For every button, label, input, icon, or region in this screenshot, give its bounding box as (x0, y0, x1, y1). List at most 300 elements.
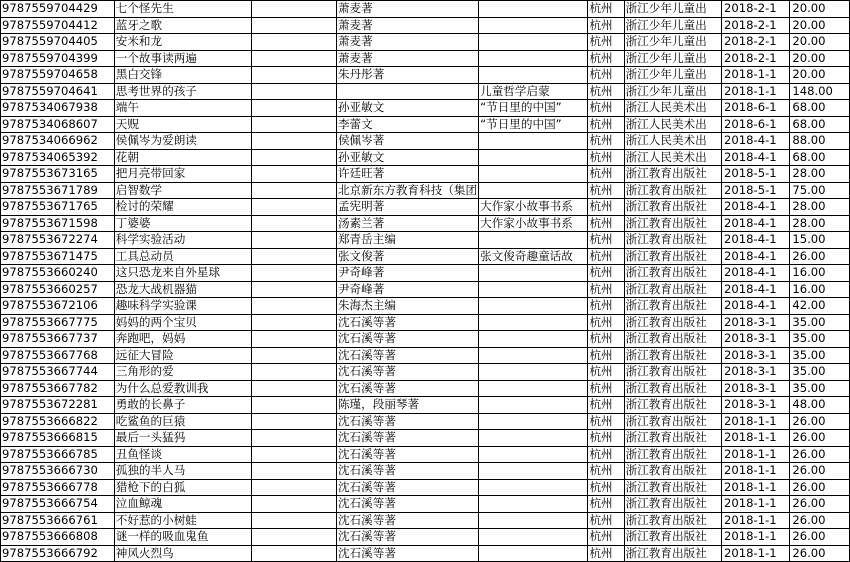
isbn-cell[interactable]: 9787553660257 (1, 281, 115, 298)
title-cell[interactable]: 谜一样的吸血鬼鱼 (114, 529, 251, 546)
isbn-cell[interactable]: 9787553660240 (1, 265, 115, 282)
price-cell[interactable]: 35.00 (790, 347, 850, 364)
publisher-cell[interactable]: 浙江人民美术出 (624, 133, 721, 150)
price-cell[interactable]: 26.00 (790, 446, 850, 463)
isbn-cell[interactable]: 9787553666785 (1, 446, 115, 463)
author-cell[interactable]: 沈石溪等著 (336, 347, 478, 364)
price-cell[interactable]: 20.00 (790, 67, 850, 84)
isbn-cell[interactable]: 9787559704658 (1, 67, 115, 84)
price-cell[interactable]: 26.00 (790, 463, 850, 480)
blank-cell[interactable] (252, 248, 337, 265)
date-cell[interactable]: 2018-4-1 (722, 265, 790, 282)
author-cell[interactable]: 萧麦著 (336, 1, 478, 18)
series-cell[interactable] (479, 182, 588, 199)
price-cell[interactable]: 68.00 (790, 116, 850, 133)
series-cell[interactable] (479, 364, 588, 381)
date-cell[interactable]: 2018-1-1 (722, 446, 790, 463)
title-cell[interactable]: 趣味科学实验课 (114, 298, 251, 315)
isbn-cell[interactable]: 9787553672274 (1, 232, 115, 249)
isbn-cell[interactable]: 9787553667737 (1, 331, 115, 348)
publisher-cell[interactable]: 浙江教育出版社 (624, 413, 721, 430)
author-cell[interactable]: 朱丹彤著 (336, 67, 478, 84)
date-cell[interactable]: 2018-3-1 (722, 380, 790, 397)
isbn-cell[interactable]: 9787559704405 (1, 34, 115, 51)
price-cell[interactable]: 26.00 (790, 512, 850, 529)
author-cell[interactable]: 沈石溪等著 (336, 512, 478, 529)
title-cell[interactable]: 一个故事读两遍 (114, 50, 251, 67)
city-cell[interactable]: 杭州 (588, 413, 624, 430)
date-cell[interactable]: 2018-3-1 (722, 397, 790, 414)
price-cell[interactable]: 20.00 (790, 17, 850, 34)
city-cell[interactable]: 杭州 (588, 446, 624, 463)
series-cell[interactable] (479, 34, 588, 51)
title-cell[interactable]: 妈妈的两个宝贝 (114, 314, 251, 331)
blank-cell[interactable] (252, 17, 337, 34)
title-cell[interactable]: 侯佩岑为爱朗读 (114, 133, 251, 150)
blank-cell[interactable] (252, 133, 337, 150)
date-cell[interactable]: 2018-5-1 (722, 166, 790, 183)
series-cell[interactable]: 儿童哲学启蒙 (479, 83, 588, 100)
city-cell[interactable]: 杭州 (588, 83, 624, 100)
author-cell[interactable]: 萧麦著 (336, 50, 478, 67)
city-cell[interactable]: 杭州 (588, 281, 624, 298)
series-cell[interactable] (479, 430, 588, 447)
city-cell[interactable]: 杭州 (588, 529, 624, 546)
price-cell[interactable]: 26.00 (790, 413, 850, 430)
date-cell[interactable]: 2018-1-1 (722, 463, 790, 480)
title-cell[interactable]: 猎枪下的白狐 (114, 479, 251, 496)
blank-cell[interactable] (252, 50, 337, 67)
publisher-cell[interactable]: 浙江教育出版社 (624, 248, 721, 265)
isbn-cell[interactable]: 9787534066962 (1, 133, 115, 150)
city-cell[interactable]: 杭州 (588, 149, 624, 166)
date-cell[interactable]: 2018-1-1 (722, 529, 790, 546)
author-cell[interactable]: 孙亚敏文 (336, 149, 478, 166)
author-cell[interactable]: 许廷旺著 (336, 166, 478, 183)
author-cell[interactable] (336, 83, 478, 100)
blank-cell[interactable] (252, 100, 337, 117)
author-cell[interactable]: 沈石溪等著 (336, 463, 478, 480)
isbn-cell[interactable]: 9787553673165 (1, 166, 115, 183)
series-cell[interactable]: 大作家小故事书系 (479, 215, 588, 232)
city-cell[interactable]: 杭州 (588, 215, 624, 232)
author-cell[interactable]: 孙亚敏文 (336, 100, 478, 117)
series-cell[interactable] (479, 50, 588, 67)
blank-cell[interactable] (252, 166, 337, 183)
city-cell[interactable]: 杭州 (588, 347, 624, 364)
series-cell[interactable]: 大作家小故事书系 (479, 199, 588, 216)
isbn-cell[interactable]: 9787553666754 (1, 496, 115, 513)
city-cell[interactable]: 杭州 (588, 248, 624, 265)
isbn-cell[interactable]: 9787553672281 (1, 397, 115, 414)
price-cell[interactable]: 26.00 (790, 529, 850, 546)
blank-cell[interactable] (252, 67, 337, 84)
city-cell[interactable]: 杭州 (588, 34, 624, 51)
publisher-cell[interactable]: 浙江少年儿童出 (624, 34, 721, 51)
price-cell[interactable]: 35.00 (790, 331, 850, 348)
publisher-cell[interactable]: 浙江少年儿童出 (624, 83, 721, 100)
author-cell[interactable]: 沈石溪等著 (336, 529, 478, 546)
isbn-cell[interactable]: 9787559704641 (1, 83, 115, 100)
publisher-cell[interactable]: 浙江人民美术出 (624, 100, 721, 117)
publisher-cell[interactable]: 浙江教育出版社 (624, 545, 721, 562)
date-cell[interactable]: 2018-6-1 (722, 100, 790, 117)
blank-cell[interactable] (252, 512, 337, 529)
price-cell[interactable]: 68.00 (790, 149, 850, 166)
city-cell[interactable]: 杭州 (588, 265, 624, 282)
date-cell[interactable]: 2018-4-1 (722, 298, 790, 315)
publisher-cell[interactable]: 浙江教育出版社 (624, 463, 721, 480)
blank-cell[interactable] (252, 199, 337, 216)
author-cell[interactable]: 沈石溪等著 (336, 496, 478, 513)
publisher-cell[interactable]: 浙江教育出版社 (624, 232, 721, 249)
series-cell[interactable] (479, 347, 588, 364)
publisher-cell[interactable]: 浙江少年儿童出 (624, 17, 721, 34)
author-cell[interactable]: 尹奇峰著 (336, 265, 478, 282)
city-cell[interactable]: 杭州 (588, 182, 624, 199)
title-cell[interactable]: 为什么总爱教训我 (114, 380, 251, 397)
publisher-cell[interactable]: 浙江教育出版社 (624, 199, 721, 216)
isbn-cell[interactable]: 9787553671475 (1, 248, 115, 265)
date-cell[interactable]: 2018-5-1 (722, 182, 790, 199)
city-cell[interactable]: 杭州 (588, 545, 624, 562)
publisher-cell[interactable]: 浙江教育出版社 (624, 331, 721, 348)
title-cell[interactable]: 吃鲨鱼的巨猿 (114, 413, 251, 430)
author-cell[interactable]: 沈石溪等著 (336, 446, 478, 463)
city-cell[interactable]: 杭州 (588, 116, 624, 133)
blank-cell[interactable] (252, 545, 337, 562)
series-cell[interactable] (479, 331, 588, 348)
city-cell[interactable]: 杭州 (588, 314, 624, 331)
date-cell[interactable]: 2018-3-1 (722, 314, 790, 331)
series-cell[interactable] (479, 397, 588, 414)
author-cell[interactable]: 陈瑾，段丽琴著 (336, 397, 478, 414)
date-cell[interactable]: 2018-3-1 (722, 364, 790, 381)
price-cell[interactable]: 48.00 (790, 397, 850, 414)
city-cell[interactable]: 杭州 (588, 17, 624, 34)
publisher-cell[interactable]: 浙江教育出版社 (624, 397, 721, 414)
series-cell[interactable]: “节日里的中国” (479, 116, 588, 133)
city-cell[interactable]: 杭州 (588, 50, 624, 67)
price-cell[interactable]: 42.00 (790, 298, 850, 315)
isbn-cell[interactable]: 9787553666730 (1, 463, 115, 480)
publisher-cell[interactable]: 浙江少年儿童出 (624, 1, 721, 18)
series-cell[interactable] (479, 479, 588, 496)
city-cell[interactable]: 杭州 (588, 479, 624, 496)
city-cell[interactable]: 杭州 (588, 496, 624, 513)
title-cell[interactable]: 最后一头猛犸 (114, 430, 251, 447)
city-cell[interactable]: 杭州 (588, 331, 624, 348)
price-cell[interactable]: 26.00 (790, 545, 850, 562)
publisher-cell[interactable]: 浙江教育出版社 (624, 166, 721, 183)
author-cell[interactable]: 李蕾文 (336, 116, 478, 133)
city-cell[interactable]: 杭州 (588, 430, 624, 447)
title-cell[interactable]: 把月亮带回家 (114, 166, 251, 183)
blank-cell[interactable] (252, 215, 337, 232)
author-cell[interactable]: 萧麦著 (336, 17, 478, 34)
blank-cell[interactable] (252, 331, 337, 348)
blank-cell[interactable] (252, 463, 337, 480)
title-cell[interactable]: 不好惹的小树蛙 (114, 512, 251, 529)
author-cell[interactable]: 沈石溪等著 (336, 380, 478, 397)
date-cell[interactable]: 2018-1-1 (722, 479, 790, 496)
blank-cell[interactable] (252, 529, 337, 546)
isbn-cell[interactable]: 9787553666808 (1, 529, 115, 546)
blank-cell[interactable] (252, 347, 337, 364)
series-cell[interactable] (479, 512, 588, 529)
author-cell[interactable]: 沈石溪等著 (336, 331, 478, 348)
price-cell[interactable]: 26.00 (790, 479, 850, 496)
series-cell[interactable] (479, 232, 588, 249)
date-cell[interactable]: 2018-1-1 (722, 83, 790, 100)
isbn-cell[interactable]: 9787559704399 (1, 50, 115, 67)
publisher-cell[interactable]: 浙江教育出版社 (624, 215, 721, 232)
isbn-cell[interactable]: 9787559704412 (1, 17, 115, 34)
publisher-cell[interactable]: 浙江人民美术出 (624, 149, 721, 166)
isbn-cell[interactable]: 9787553666761 (1, 512, 115, 529)
title-cell[interactable]: 远征大冒险 (114, 347, 251, 364)
blank-cell[interactable] (252, 149, 337, 166)
date-cell[interactable]: 2018-1-1 (722, 430, 790, 447)
series-cell[interactable] (479, 149, 588, 166)
publisher-cell[interactable]: 浙江教育出版社 (624, 512, 721, 529)
date-cell[interactable]: 2018-4-1 (722, 199, 790, 216)
series-cell[interactable] (479, 298, 588, 315)
city-cell[interactable]: 杭州 (588, 1, 624, 18)
title-cell[interactable]: 七个怪先生 (114, 1, 251, 18)
isbn-cell[interactable]: 9787534065392 (1, 149, 115, 166)
price-cell[interactable]: 20.00 (790, 50, 850, 67)
publisher-cell[interactable]: 浙江教育出版社 (624, 182, 721, 199)
author-cell[interactable]: 沈石溪等著 (336, 545, 478, 562)
title-cell[interactable]: 黑白交锋 (114, 67, 251, 84)
author-cell[interactable]: 侯佩岑著 (336, 133, 478, 150)
price-cell[interactable]: 68.00 (790, 100, 850, 117)
publisher-cell[interactable]: 浙江人民美术出 (624, 116, 721, 133)
title-cell[interactable]: 蓝牙之歌 (114, 17, 251, 34)
title-cell[interactable]: 花朝 (114, 149, 251, 166)
blank-cell[interactable] (252, 116, 337, 133)
series-cell[interactable]: “节日里的中国” (479, 100, 588, 117)
city-cell[interactable]: 杭州 (588, 380, 624, 397)
author-cell[interactable]: 沈石溪等著 (336, 314, 478, 331)
blank-cell[interactable] (252, 364, 337, 381)
author-cell[interactable]: 尹奇峰著 (336, 281, 478, 298)
title-cell[interactable]: 安米和龙 (114, 34, 251, 51)
city-cell[interactable]: 杭州 (588, 364, 624, 381)
date-cell[interactable]: 2018-2-1 (722, 50, 790, 67)
author-cell[interactable]: 张文俊著 (336, 248, 478, 265)
publisher-cell[interactable]: 浙江教育出版社 (624, 479, 721, 496)
price-cell[interactable]: 26.00 (790, 496, 850, 513)
city-cell[interactable]: 杭州 (588, 100, 624, 117)
title-cell[interactable]: 丑鱼怪谈 (114, 446, 251, 463)
isbn-cell[interactable]: 9787553666822 (1, 413, 115, 430)
blank-cell[interactable] (252, 380, 337, 397)
series-cell[interactable] (479, 17, 588, 34)
city-cell[interactable]: 杭州 (588, 232, 624, 249)
price-cell[interactable]: 35.00 (790, 314, 850, 331)
author-cell[interactable]: 朱海杰主编 (336, 298, 478, 315)
date-cell[interactable]: 2018-1-1 (722, 512, 790, 529)
date-cell[interactable]: 2018-1-1 (722, 545, 790, 562)
city-cell[interactable]: 杭州 (588, 133, 624, 150)
date-cell[interactable]: 2018-4-1 (722, 281, 790, 298)
isbn-cell[interactable]: 9787534068607 (1, 116, 115, 133)
isbn-cell[interactable]: 9787553667775 (1, 314, 115, 331)
price-cell[interactable]: 35.00 (790, 364, 850, 381)
price-cell[interactable]: 148.00 (790, 83, 850, 100)
title-cell[interactable]: 泣血鲸魂 (114, 496, 251, 513)
isbn-cell[interactable]: 9787553672106 (1, 298, 115, 315)
blank-cell[interactable] (252, 298, 337, 315)
date-cell[interactable]: 2018-2-1 (722, 17, 790, 34)
blank-cell[interactable] (252, 479, 337, 496)
isbn-cell[interactable]: 9787553671765 (1, 199, 115, 216)
date-cell[interactable]: 2018-2-1 (722, 1, 790, 18)
blank-cell[interactable] (252, 265, 337, 282)
publisher-cell[interactable]: 浙江教育出版社 (624, 347, 721, 364)
author-cell[interactable]: 沈石溪等著 (336, 430, 478, 447)
blank-cell[interactable] (252, 83, 337, 100)
series-cell[interactable] (479, 265, 588, 282)
blank-cell[interactable] (252, 232, 337, 249)
blank-cell[interactable] (252, 34, 337, 51)
series-cell[interactable] (479, 529, 588, 546)
series-cell[interactable]: 张文俊奇趣童话故 (479, 248, 588, 265)
price-cell[interactable]: 16.00 (790, 265, 850, 282)
city-cell[interactable]: 杭州 (588, 397, 624, 414)
series-cell[interactable] (479, 463, 588, 480)
publisher-cell[interactable]: 浙江少年儿童出 (624, 67, 721, 84)
city-cell[interactable]: 杭州 (588, 463, 624, 480)
author-cell[interactable]: 沈石溪等著 (336, 413, 478, 430)
date-cell[interactable]: 2018-6-1 (722, 116, 790, 133)
series-cell[interactable] (479, 314, 588, 331)
isbn-cell[interactable]: 9787553666778 (1, 479, 115, 496)
title-cell[interactable]: 启智数学 (114, 182, 251, 199)
publisher-cell[interactable]: 浙江教育出版社 (624, 430, 721, 447)
date-cell[interactable]: 2018-1-1 (722, 67, 790, 84)
date-cell[interactable]: 2018-3-1 (722, 347, 790, 364)
date-cell[interactable]: 2018-4-1 (722, 133, 790, 150)
title-cell[interactable]: 三角形的爱 (114, 364, 251, 381)
author-cell[interactable]: 北京新东方教育科技（集团 (337, 182, 478, 197)
isbn-cell[interactable]: 9787534067938 (1, 100, 115, 117)
series-cell[interactable] (479, 1, 588, 18)
title-cell[interactable]: 工具总动员 (114, 248, 251, 265)
publisher-cell[interactable]: 浙江教育出版社 (624, 529, 721, 546)
date-cell[interactable]: 2018-4-1 (722, 149, 790, 166)
title-cell[interactable]: 天贶 (114, 116, 251, 133)
date-cell[interactable]: 2018-1-1 (722, 496, 790, 513)
publisher-cell[interactable]: 浙江教育出版社 (624, 298, 721, 315)
series-cell[interactable] (479, 496, 588, 513)
city-cell[interactable]: 杭州 (588, 298, 624, 315)
price-cell[interactable]: 26.00 (790, 430, 850, 447)
date-cell[interactable]: 2018-2-1 (722, 34, 790, 51)
isbn-cell[interactable]: 9787553671598 (1, 215, 115, 232)
series-cell[interactable] (479, 281, 588, 298)
isbn-cell[interactable]: 9787553667768 (1, 347, 115, 364)
blank-cell[interactable] (252, 397, 337, 414)
price-cell[interactable]: 88.00 (790, 133, 850, 150)
title-cell[interactable]: 科学实验活动 (114, 232, 251, 249)
publisher-cell[interactable]: 浙江教育出版社 (624, 314, 721, 331)
price-cell[interactable]: 20.00 (790, 34, 850, 51)
series-cell[interactable] (479, 380, 588, 397)
blank-cell[interactable] (252, 496, 337, 513)
series-cell[interactable] (479, 413, 588, 430)
date-cell[interactable]: 2018-3-1 (722, 331, 790, 348)
price-cell[interactable]: 28.00 (790, 199, 850, 216)
title-cell[interactable]: 恐龙大战机器猫 (114, 281, 251, 298)
series-cell[interactable] (479, 67, 588, 84)
author-cell[interactable]: 沈石溪等著 (336, 364, 478, 381)
series-cell[interactable] (479, 133, 588, 150)
publisher-cell[interactable]: 浙江教育出版社 (624, 265, 721, 282)
isbn-cell[interactable]: 9787553667782 (1, 380, 115, 397)
price-cell[interactable]: 26.00 (790, 248, 850, 265)
price-cell[interactable]: 35.00 (790, 380, 850, 397)
author-cell[interactable]: 孟宪明著 (336, 199, 478, 216)
blank-cell[interactable] (252, 430, 337, 447)
isbn-cell[interactable]: 9787559704429 (1, 1, 115, 18)
blank-cell[interactable] (252, 1, 337, 18)
publisher-cell[interactable]: 浙江教育出版社 (624, 446, 721, 463)
blank-cell[interactable] (252, 314, 337, 331)
series-cell[interactable] (479, 166, 588, 183)
price-cell[interactable]: 15.00 (790, 232, 850, 249)
isbn-cell[interactable]: 9787553667744 (1, 364, 115, 381)
city-cell[interactable]: 杭州 (588, 67, 624, 84)
isbn-cell[interactable]: 9787553666792 (1, 545, 115, 562)
author-cell[interactable]: 郑青岳主编 (336, 232, 478, 249)
blank-cell[interactable] (252, 182, 337, 199)
date-cell[interactable]: 2018-4-1 (722, 232, 790, 249)
price-cell[interactable]: 75.00 (790, 182, 850, 199)
publisher-cell[interactable]: 浙江教育出版社 (624, 281, 721, 298)
series-cell[interactable] (479, 545, 588, 562)
city-cell[interactable]: 杭州 (588, 199, 624, 216)
date-cell[interactable]: 2018-4-1 (722, 215, 790, 232)
title-cell[interactable]: 检讨的荣耀 (114, 199, 251, 216)
price-cell[interactable]: 28.00 (790, 215, 850, 232)
author-cell[interactable]: 沈石溪等著 (336, 479, 478, 496)
title-cell[interactable]: 勇敢的长鼻子 (114, 397, 251, 414)
publisher-cell[interactable]: 浙江教育出版社 (624, 364, 721, 381)
title-cell[interactable]: 端午 (114, 100, 251, 117)
series-cell[interactable] (479, 446, 588, 463)
city-cell[interactable]: 杭州 (588, 512, 624, 529)
title-cell[interactable]: 神风火烈鸟 (114, 545, 251, 562)
publisher-cell[interactable]: 浙江教育出版社 (624, 380, 721, 397)
price-cell[interactable]: 16.00 (790, 281, 850, 298)
author-cell[interactable]: 汤素兰著 (336, 215, 478, 232)
date-cell[interactable]: 2018-1-1 (722, 413, 790, 430)
title-cell[interactable]: 孤独的半人马 (114, 463, 251, 480)
date-cell[interactable]: 2018-4-1 (722, 248, 790, 265)
publisher-cell[interactable]: 浙江少年儿童出 (624, 50, 721, 67)
publisher-cell[interactable]: 浙江教育出版社 (624, 496, 721, 513)
city-cell[interactable]: 杭州 (588, 166, 624, 183)
isbn-cell[interactable]: 9787553671789 (1, 182, 115, 199)
title-cell[interactable]: 丁婆婆 (114, 215, 251, 232)
title-cell[interactable]: 奔跑吧，妈妈 (114, 331, 251, 348)
price-cell[interactable]: 28.00 (790, 166, 850, 183)
isbn-cell[interactable]: 9787553666815 (1, 430, 115, 447)
price-cell[interactable]: 20.00 (790, 1, 850, 18)
